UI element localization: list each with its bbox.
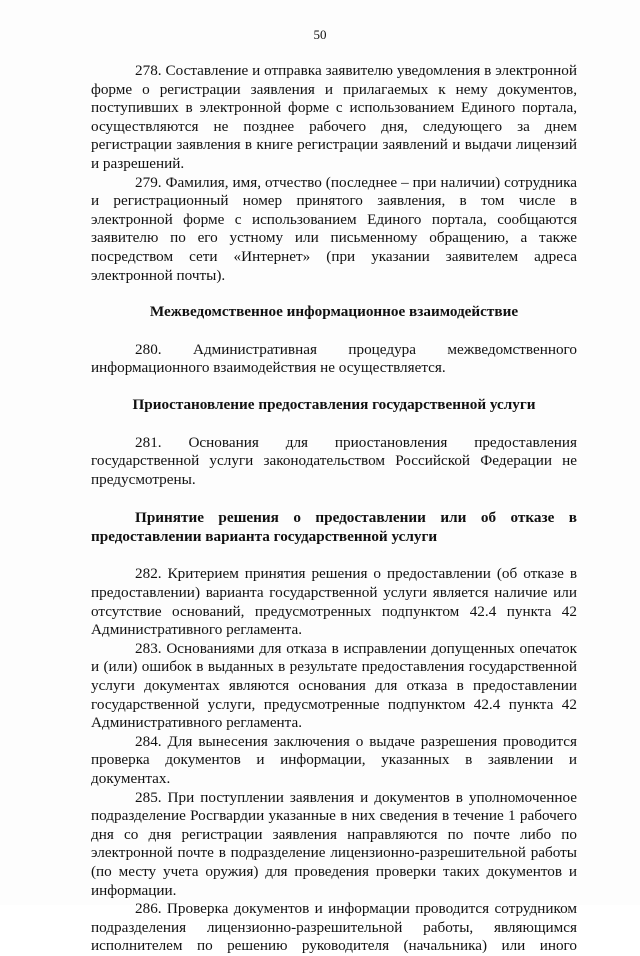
- paragraph-282: 282. Критерием принятия решения о предоставлении (об отказе в предоставлении) варианта государственной услуги является наличие или отсутствие оснований, предусмотренных подпунктом 42.4 пункта 42 Административного регламента.: [91, 565, 577, 639]
- paragraph-281: 281. Основания для приостановления предоставления государственной услуги законодательством Российской Федерации не предусмотрены.: [91, 433, 577, 488]
- document-body: [91, 62, 577, 956]
- section-heading-suspension: Приостановление предоставления государственной услуги: [132, 395, 536, 413]
- paragraph-284: 284. Для вынесения заключения о выдаче разрешения проводится проверка документов и информации, указанных в заявлении и документах.: [91, 732, 577, 787]
- paragraph-283: 283. Основаниями для отказа в исправлении допущенных опечаток и (или) ошибок в выданных в результате предоставления государственной услуги документах являются основания для отказа в предоставлении государственной услуги, предусмотренные подпунктом 42.4 пункта 42 Административного регламента.: [91, 639, 577, 732]
- section-heading-decision: Принятие решения о предоставлении или об отказе в предоставлении варианта государственной услуги: [91, 509, 577, 545]
- page-number: 50: [313, 27, 327, 42]
- paragraph-279: 279. Фамилия, имя, отчество (последнее – при наличии) сотрудника и регистрационный номер принятого заявления, в том числе в электронной форме с использованием Единого портала, сообщаются заявителю по его устному или письменному обращению, а также посредством сети «Интернет» (при указании заявителем адреса электронной почты).: [91, 173, 577, 284]
- paragraph-278: 278. Составление и отправка заявителю уведомления в электронной форме о регистрации заявления и прилагаемых к нему документов, поступивших в электронной форме с использованием Единого портала, осуществляются не позднее рабочего дня, следующего за днем регистрации заявления в книге регистрации заявлений и выдачи лицензий и разрешений.: [91, 62, 577, 172]
- paragraph-286: 286. Проверка документов и информации проводится сотрудником подразделения лицензионно-разрешительной работы, являющимся исполнителем по решению руководителя (начальника) или иного: [91, 900, 577, 955]
- section-heading-interagency: Межведомственное информационное взаимодействие: [149, 303, 519, 321]
- paragraph-285: 285. При поступлении заявления и документов в уполномоченное подразделение Росгвардии указанные в них сведения в течение 1 рабочего дня со дня регистрации заявления направляются по почте либо по электронной почте в подразделение лицензионно-разрешительной работы (по месту учета оружия) для проведения проверки таких документов и информации.: [91, 788, 577, 899]
- paragraph-280: 280. Административная процедура межведомственного информационного взаимодействия не осуществляется.: [91, 340, 577, 377]
